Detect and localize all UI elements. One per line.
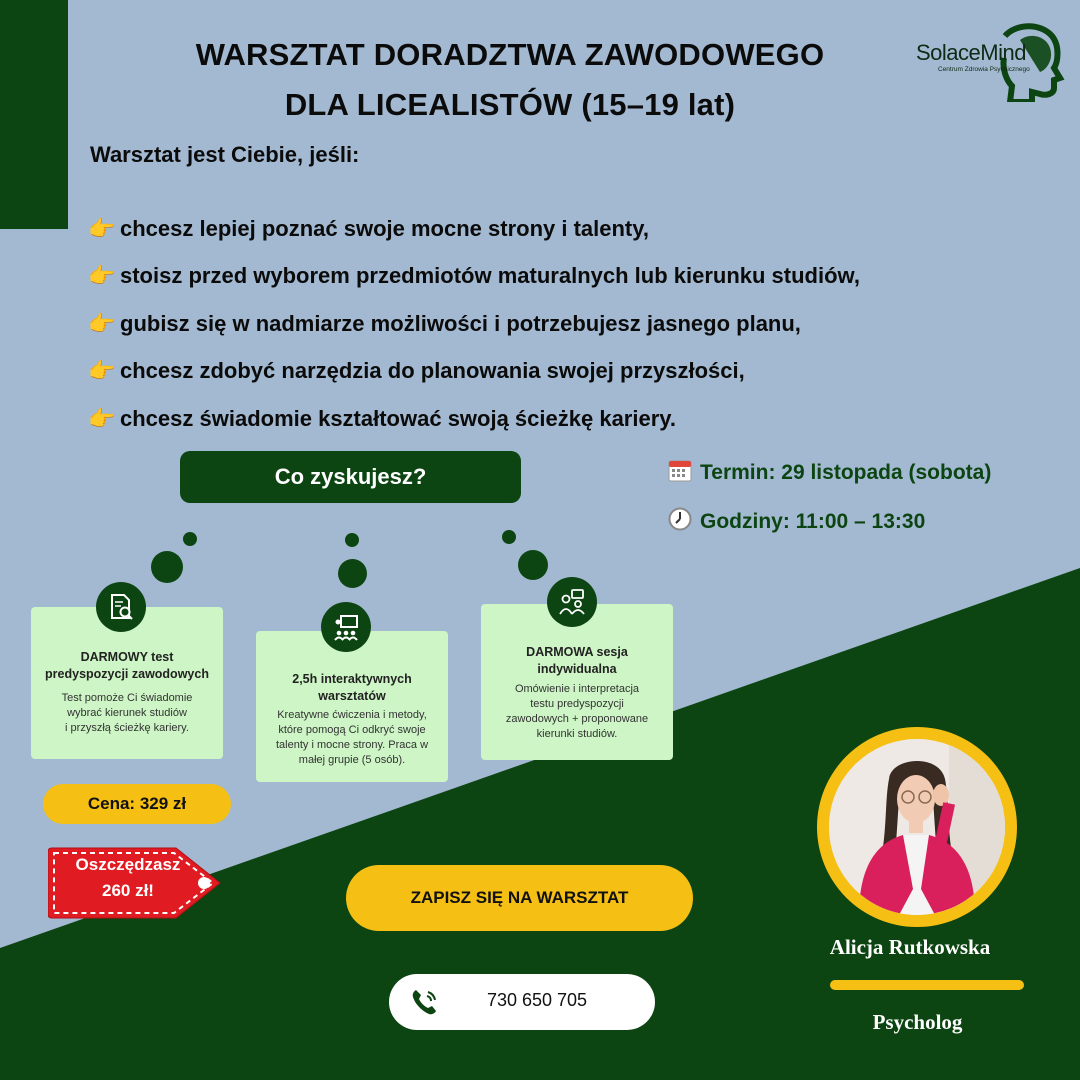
- list-item: [88, 395, 1068, 443]
- card-desc-line: Test pomoże Ci świadomie: [61, 692, 193, 704]
- decorative-dot: [151, 551, 183, 583]
- clock-icon: [668, 507, 700, 537]
- schedule-date: [668, 458, 991, 488]
- page-title-line1: WARSZTAT DORADZTWA ZAWODOWEGO: [195, 37, 825, 72]
- calendar-icon: [668, 458, 700, 488]
- benefit-card-workshop: [256, 631, 448, 782]
- consultation-icon: [547, 577, 597, 627]
- page-title-line2: DLA LICEALISTÓW (15–19 lat): [284, 87, 736, 122]
- list-item: [88, 300, 1068, 348]
- phone-number: 730 650 705: [486, 990, 588, 1010]
- card-desc-line: które pomogą Ci odkryć swoje: [278, 724, 426, 736]
- decorative-dot: [345, 533, 359, 547]
- card-desc-line: Kreatywne ćwiczenia i metody,: [277, 709, 427, 721]
- benefit-card-session: [481, 604, 673, 760]
- list-item: [88, 205, 1068, 253]
- card-title: DARMOWY test: [80, 650, 174, 664]
- card-title: DARMOWA sesja: [526, 645, 628, 659]
- bullet-text: gubisz się w nadmiarze możliwości i potrzebujesz jasnego planu,: [120, 310, 801, 336]
- card-desc-line: małej grupie (5 osób).: [298, 754, 406, 766]
- card-desc: [268, 708, 436, 768]
- bullet-text: stoisz przed wyborem przedmiotów maturalnych lub kierunku studiów,: [120, 263, 860, 289]
- card-desc-line: testu predyspozycji: [530, 698, 624, 710]
- decorative-dot: [518, 550, 548, 580]
- avatar: [829, 739, 1005, 915]
- benefits-header: Co zyskujesz?: [180, 451, 521, 503]
- bullet-text: chcesz lepiej poznać swoje mocne strony i talenty,: [120, 215, 649, 241]
- list-item: [88, 348, 1068, 396]
- name-underline: [830, 980, 1024, 990]
- card-title: 2,5h interaktywnych: [292, 672, 412, 686]
- card-desc-line: Omówienie i interpretacja: [514, 683, 640, 695]
- person-role: Psycholog: [872, 1010, 963, 1034]
- logo-subtitle: Centrum Zdrowia Psychicznego: [938, 66, 1030, 73]
- person-name: Alicja Rutkowska: [829, 935, 991, 959]
- card-desc-line: wybrać kierunek studiów: [67, 707, 187, 719]
- card-title: warsztatów: [318, 689, 386, 703]
- price-badge: Cena: 329 zł: [43, 784, 231, 824]
- logo-name: SolaceMind: [916, 40, 1026, 65]
- savings-line1: Oszczędzasz: [75, 855, 181, 874]
- pointing-hand-icon: 👉: [88, 215, 116, 241]
- card-title: predyspozycji zawodowych: [45, 667, 209, 681]
- signup-button[interactable]: ZAPISZ SIĘ NA WARSZTAT: [346, 865, 693, 931]
- schedule-date-text: Termin: 29 listopada (sobota): [700, 461, 992, 484]
- presentation-group-icon: [321, 602, 371, 652]
- phone-button[interactable]: [389, 974, 655, 1030]
- card-desc: [43, 691, 211, 736]
- decorative-dot: [502, 530, 516, 544]
- card-desc-line: talenty i mocne strony. Praca w: [275, 739, 429, 751]
- pointing-hand-icon: 👉: [88, 310, 116, 336]
- savings-text: [58, 852, 198, 904]
- intro-text: Warsztat jest Ciebie, jeśli:: [90, 142, 360, 167]
- logo: [910, 22, 1070, 102]
- pointing-hand-icon: 👉: [88, 405, 116, 431]
- savings-line2: 260 zł!: [102, 881, 154, 900]
- card-desc-line: i przyszłą ścieżkę kariery.: [65, 722, 189, 734]
- pointing-hand-icon: 👉: [88, 263, 116, 289]
- card-desc: [493, 682, 661, 742]
- bullet-list: [88, 205, 1068, 443]
- document-search-icon: [96, 582, 146, 632]
- schedule-time-text: Godziny: 11:00 – 13:30: [700, 510, 926, 533]
- card-title: indywidualna: [537, 662, 617, 676]
- list-item: [88, 253, 1068, 301]
- card-desc-line: zawodowych + proponowane: [505, 713, 649, 725]
- bullet-text: chcesz zdobyć narzędzia do planowania swojej przyszłości,: [120, 358, 745, 384]
- decorative-dot: [183, 532, 197, 546]
- bullet-text: chcesz świadomie kształtować swoją ścieżkę kariery.: [120, 405, 676, 431]
- pointing-hand-icon: 👉: [88, 358, 116, 384]
- decorative-dot: [338, 559, 367, 588]
- schedule-time: [668, 507, 925, 537]
- card-desc-line: kierunki studiów.: [536, 728, 618, 740]
